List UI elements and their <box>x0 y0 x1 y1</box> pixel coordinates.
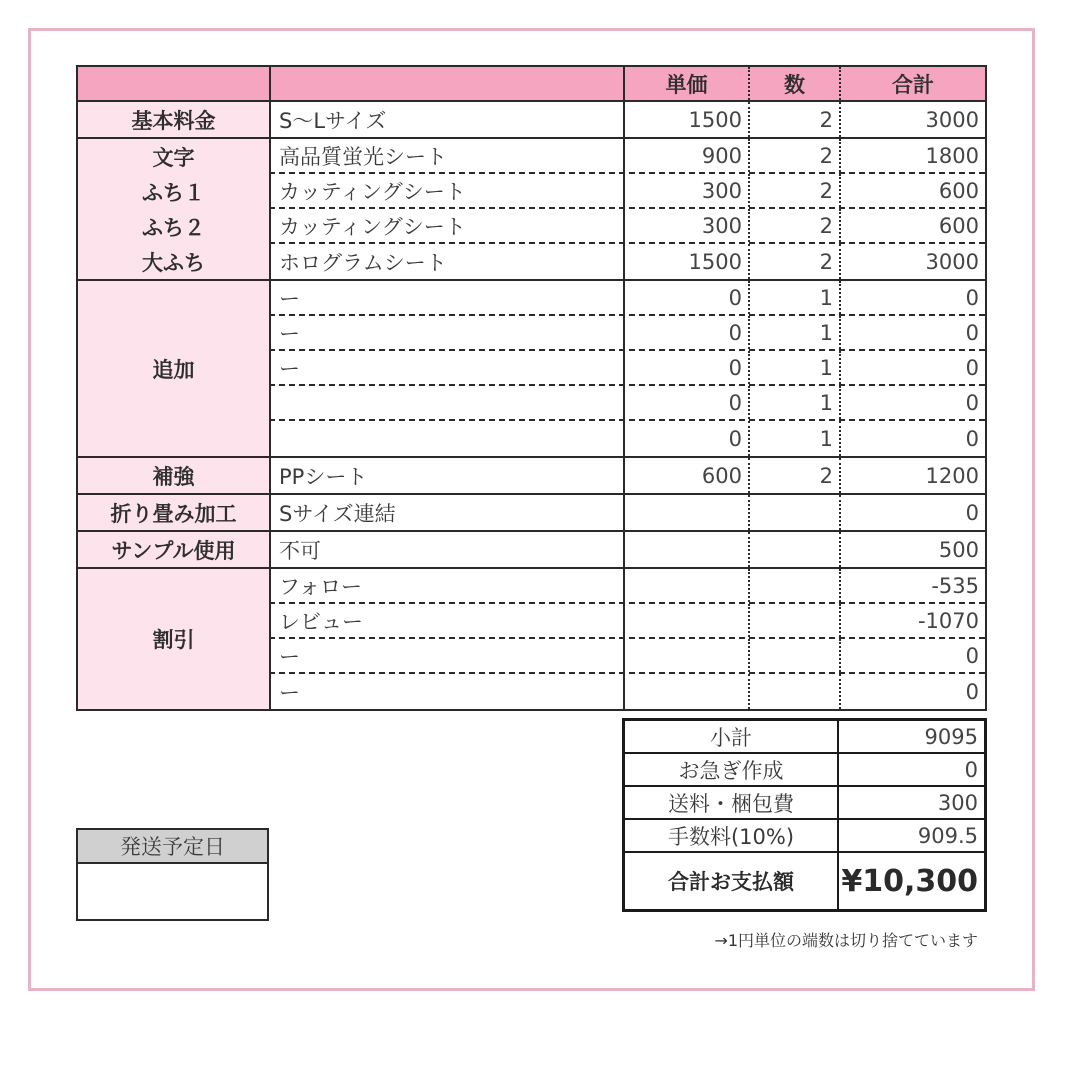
item-desc: 高品質蛍光シート <box>269 139 623 172</box>
table-row <box>269 316 985 351</box>
table-row <box>269 639 985 674</box>
item-desc <box>269 421 623 456</box>
total-value: ¥10,300 <box>841 863 978 899</box>
item-desc: ホログラムシート <box>269 244 623 279</box>
item-unit-price <box>623 674 748 709</box>
header-total: 合計 <box>839 67 985 100</box>
table-row <box>269 174 985 209</box>
header-qty: 数 <box>748 67 839 100</box>
item-unit-price: 600 <box>623 458 748 493</box>
item-qty: 2 <box>748 244 839 279</box>
header-unit-price: 単価 <box>623 67 748 100</box>
label-text: 文字 <box>152 145 195 170</box>
item-qty: 1 <box>748 316 839 349</box>
item-qty: 2 <box>748 458 839 493</box>
table-row <box>269 458 985 493</box>
group-sample <box>78 532 985 569</box>
table-row <box>269 604 985 639</box>
item-total: 500 <box>839 532 985 567</box>
summary-row-shipping <box>625 787 984 820</box>
item-qty: 1 <box>748 421 839 456</box>
label-big-edge: 大ふち <box>142 250 205 275</box>
item-total: 0 <box>839 351 985 384</box>
summary-table <box>622 718 987 912</box>
label-edge1: ふち１ <box>142 180 205 205</box>
item-total: 3000 <box>839 102 985 137</box>
table-row <box>269 351 985 386</box>
ship-date-box <box>76 828 269 921</box>
group-base-fee <box>78 102 985 139</box>
item-total: -535 <box>839 569 985 602</box>
table-row <box>269 569 985 604</box>
item-desc: ー <box>269 674 623 709</box>
item-desc: 不可 <box>269 532 623 567</box>
item-unit-price: 1500 <box>623 102 748 137</box>
item-total: 0 <box>839 674 985 709</box>
price-table <box>76 65 987 711</box>
group-additions <box>78 281 985 458</box>
item-qty: 2 <box>748 174 839 207</box>
table-row <box>269 532 985 567</box>
item-qty: 1 <box>748 281 839 314</box>
item-qty <box>748 604 839 637</box>
group-label: 補強 <box>78 458 269 493</box>
item-total: 0 <box>839 386 985 419</box>
item-unit-price: 0 <box>623 386 748 419</box>
item-desc: フォロー <box>269 569 623 602</box>
item-qty: 2 <box>748 139 839 172</box>
item-unit-price: 300 <box>623 174 748 207</box>
summary-value: 9095 <box>924 724 978 749</box>
item-desc: ー <box>269 316 623 349</box>
header-desc-cell <box>269 67 623 100</box>
table-row <box>269 495 985 530</box>
item-total: 600 <box>839 209 985 242</box>
item-unit-price <box>623 569 748 602</box>
item-qty: 2 <box>748 102 839 137</box>
item-unit-price: 1500 <box>623 244 748 279</box>
summary-label: お急ぎ作成 <box>625 754 839 785</box>
group-label: 割引 <box>78 569 269 709</box>
table-row <box>269 102 985 137</box>
item-unit-price: 0 <box>623 421 748 456</box>
item-desc: カッティングシート <box>269 174 623 207</box>
item-qty <box>748 674 839 709</box>
item-unit-price <box>623 532 748 567</box>
item-qty <box>748 639 839 672</box>
label-edge2: ふち２ <box>142 215 205 240</box>
group-materials <box>78 139 985 281</box>
table-row <box>269 421 985 456</box>
item-desc: ー <box>269 639 623 672</box>
item-total: 600 <box>839 174 985 207</box>
group-label: 折り畳み加工 <box>78 495 269 530</box>
item-unit-price <box>623 604 748 637</box>
group-label: 追加 <box>78 281 269 456</box>
item-desc: S〜Lサイズ <box>269 102 623 137</box>
table-header-row <box>78 67 985 102</box>
item-unit-price <box>623 495 748 530</box>
group-discount <box>78 569 985 709</box>
header-label-cell <box>78 67 269 100</box>
item-unit-price: 0 <box>623 281 748 314</box>
ship-date-label: 発送予定日 <box>78 830 267 864</box>
table-row <box>269 674 985 709</box>
summary-label: 手数料(10%) <box>625 820 839 851</box>
summary-value: 0 <box>964 757 978 782</box>
item-total: 0 <box>839 281 985 314</box>
ship-date-value <box>78 864 267 919</box>
group-reinforce <box>78 458 985 495</box>
item-qty <box>748 569 839 602</box>
item-total: 1800 <box>839 139 985 172</box>
item-qty <box>748 532 839 567</box>
item-desc: カッティングシート <box>269 209 623 242</box>
table-row <box>269 139 985 174</box>
item-total: 0 <box>839 639 985 672</box>
rounding-note: →1円単位の端数は切り捨てています <box>714 931 978 950</box>
summary-label: 小計 <box>625 721 839 752</box>
item-desc <box>269 386 623 419</box>
item-unit-price: 300 <box>623 209 748 242</box>
item-total: 1200 <box>839 458 985 493</box>
table-row <box>269 244 985 279</box>
group-folding <box>78 495 985 532</box>
total-label: 合計お支払額 <box>625 853 839 909</box>
table-row <box>269 281 985 316</box>
item-total: 3000 <box>839 244 985 279</box>
item-desc: Sサイズ連結 <box>269 495 623 530</box>
item-desc: レビュー <box>269 604 623 637</box>
item-qty: 1 <box>748 351 839 384</box>
item-unit-price: 0 <box>623 351 748 384</box>
item-desc: PPシート <box>269 458 623 493</box>
item-total: 0 <box>839 495 985 530</box>
table-row <box>269 209 985 244</box>
item-unit-price: 900 <box>623 139 748 172</box>
item-qty: 2 <box>748 209 839 242</box>
item-total: 0 <box>839 421 985 456</box>
item-unit-price: 0 <box>623 316 748 349</box>
summary-value: 300 <box>937 790 978 815</box>
summary-value: 909.5 <box>917 823 978 848</box>
table-row <box>269 386 985 421</box>
item-desc: ー <box>269 281 623 314</box>
summary-label: 送料・梱包費 <box>625 787 839 818</box>
item-qty <box>748 495 839 530</box>
group-label <box>78 139 269 279</box>
summary-row-fee <box>625 820 984 853</box>
item-total: 0 <box>839 316 985 349</box>
group-label: サンプル使用 <box>78 532 269 567</box>
item-unit-price <box>623 639 748 672</box>
item-desc: ー <box>269 351 623 384</box>
item-qty: 1 <box>748 386 839 419</box>
summary-row-subtotal <box>625 721 984 754</box>
group-label: 基本料金 <box>78 102 269 137</box>
item-total: -1070 <box>839 604 985 637</box>
summary-row-total <box>625 853 984 909</box>
summary-row-express <box>625 754 984 787</box>
